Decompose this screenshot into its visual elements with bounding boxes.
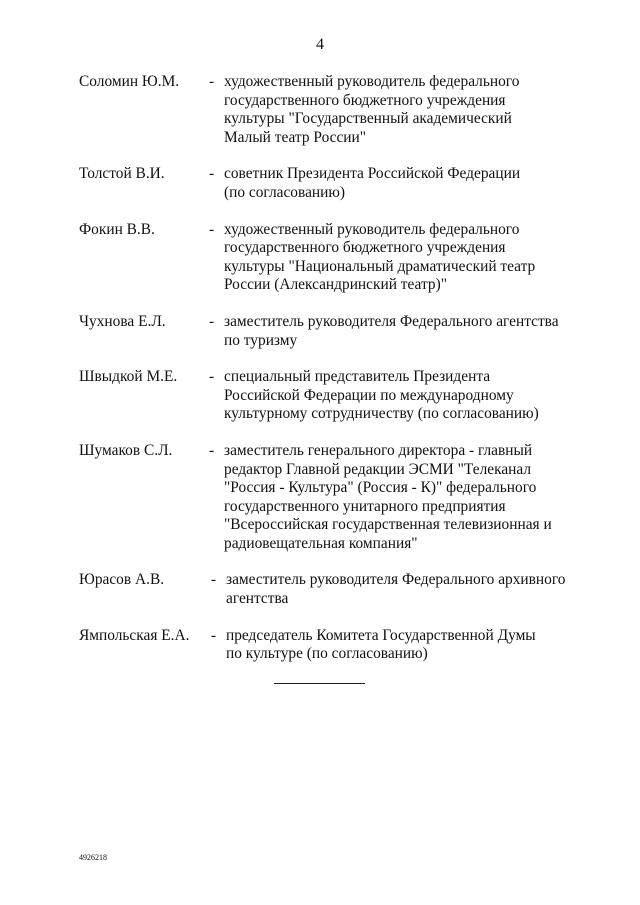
position-line: "Россия - Культура" (Россия - К)" федерального xyxy=(224,479,537,497)
position-line: России (Александринский театр)" xyxy=(224,276,447,294)
member-name: Соломин Ю.М. xyxy=(79,73,180,90)
position-line: культурному сотрудничеству (по согласованию) xyxy=(224,405,539,423)
list-item xyxy=(0,313,640,350)
member-position xyxy=(224,221,564,295)
position-line: культуры "Государственный академический xyxy=(224,110,512,128)
position-line: заместитель руководителя Федерального агентства xyxy=(224,312,559,330)
list-item xyxy=(0,221,640,295)
member-position xyxy=(224,165,564,202)
dash-separator: - xyxy=(209,312,215,330)
position-line: радиовещательная компания" xyxy=(224,534,418,552)
list-item xyxy=(0,442,640,554)
position-line: культуры "Национальный драматический театр xyxy=(224,257,536,275)
member-position xyxy=(224,368,564,424)
position-line: по культуре (по согласованию) xyxy=(226,645,428,663)
member-name: Шумаков С.Л. xyxy=(79,441,173,459)
dash-separator: - xyxy=(209,441,215,459)
member-name: Фокин В.В. xyxy=(79,220,155,238)
page-number: 4 xyxy=(316,36,324,53)
member-position xyxy=(226,627,566,664)
position-line: Малый театр России" xyxy=(224,128,367,146)
position-line: по туризму xyxy=(224,331,298,349)
position-line: советник Президента Российской Федерации xyxy=(224,165,521,183)
closing-divider xyxy=(274,683,365,684)
member-list xyxy=(0,73,640,682)
member-position xyxy=(226,571,566,608)
position-line: художественный руководитель федерального xyxy=(224,220,520,238)
list-item xyxy=(0,571,640,608)
position-line: заместитель генерального директора - главный xyxy=(224,441,533,459)
dash-separator: - xyxy=(209,73,215,90)
dash-separator: - xyxy=(209,165,215,183)
position-line: государственного бюджетного учреждения xyxy=(224,239,506,257)
list-item xyxy=(0,165,640,202)
member-name: Ямпольская Е.А. xyxy=(79,626,190,644)
member-name: Швыдкой М.Е. xyxy=(79,368,178,386)
position-line: заместитель руководителя Федерального архивного xyxy=(226,571,566,589)
dash-separator: - xyxy=(211,626,217,644)
member-position xyxy=(224,313,564,350)
list-item xyxy=(0,627,640,664)
position-line: председатель Комитета Государственной Думы xyxy=(226,626,536,644)
member-position xyxy=(224,442,564,554)
list-item xyxy=(0,368,640,424)
position-line: государственного унитарного предприятия xyxy=(224,497,506,515)
position-line: (по согласованию) xyxy=(224,183,345,201)
list-item xyxy=(0,73,640,147)
dash-separator: - xyxy=(209,368,215,386)
dash-separator: - xyxy=(211,571,217,589)
member-name: Юрасов А.В. xyxy=(79,571,165,589)
member-name: Чухнова Е.Л. xyxy=(79,312,166,330)
position-line: специальный представитель Президента xyxy=(224,368,491,386)
dash-separator: - xyxy=(209,220,215,238)
position-line: художественный руководитель федерального xyxy=(224,73,520,90)
position-line: "Всероссийская государственная телевизионная и xyxy=(224,516,552,534)
position-line: Российской Федерации по международному xyxy=(224,386,514,404)
member-name: Толстой В.И. xyxy=(79,165,165,183)
position-line: редактор Главной редакции ЭСМИ "Телеканал xyxy=(224,460,532,478)
member-position xyxy=(224,73,564,147)
position-line: государственного бюджетного учреждения xyxy=(224,91,506,109)
position-line: агентства xyxy=(226,590,289,608)
document-id: 4926218 xyxy=(79,853,107,862)
